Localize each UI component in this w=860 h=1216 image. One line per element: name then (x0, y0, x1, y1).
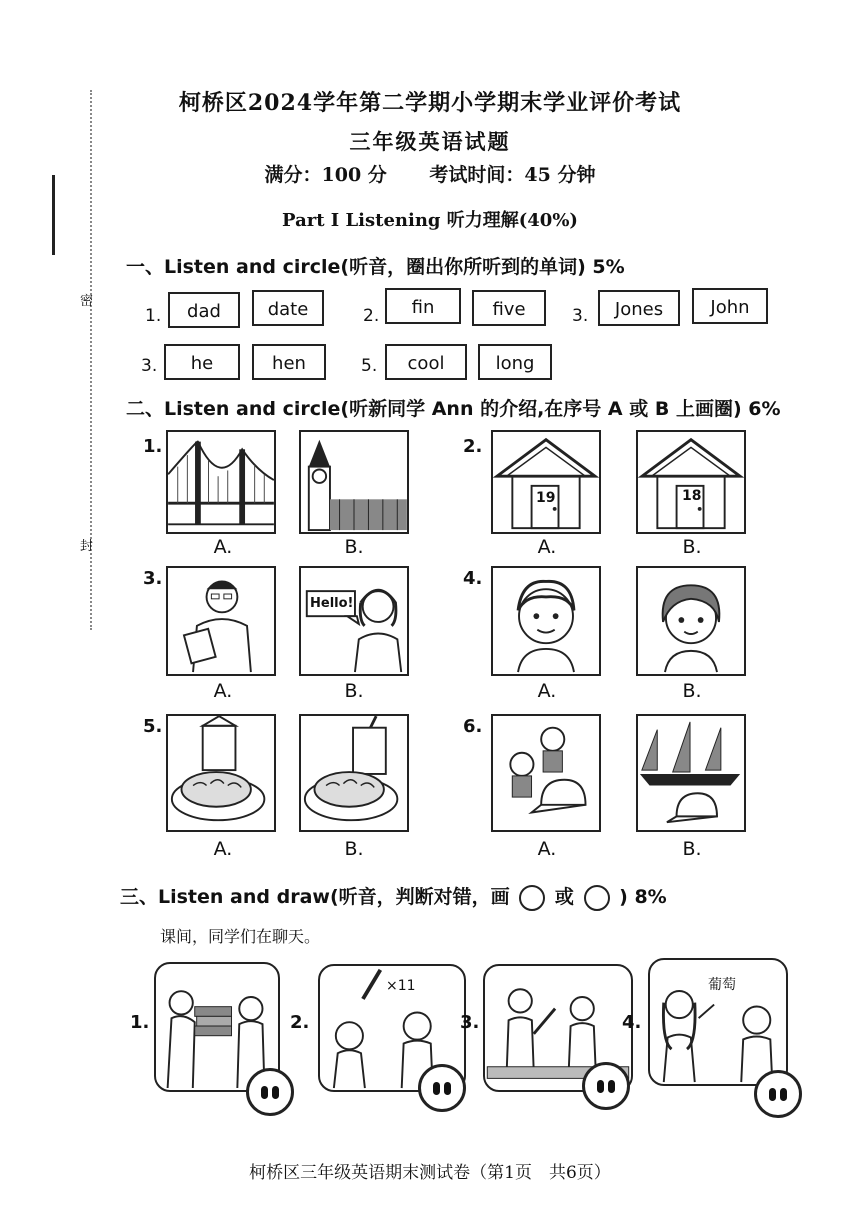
part-heading: Part I Listening 听力理解(40%) (282, 210, 578, 231)
full-score: 满分：100 分 (264, 164, 387, 186)
house-19-picture[interactable] (491, 430, 601, 534)
pencil-count-caption: ×11 (386, 978, 416, 994)
exam-meta (0, 160, 860, 187)
s1-item4-word-a[interactable]: he (164, 344, 240, 380)
section2-heading: 二、Listen and circle(听新同学 Ann 的介绍,在序号 A 或 B 上画圈) 6% (126, 398, 781, 420)
s3-q1-num: 1. (130, 1012, 150, 1033)
exam-time: 考试时间：45 分钟 (429, 164, 596, 186)
section3-heading-post: ) 8% (619, 886, 667, 908)
s2-q5-label-a[interactable]: A. (213, 838, 233, 860)
house-18-picture[interactable] (636, 430, 746, 534)
s3-q2-num: 2. (290, 1012, 310, 1033)
answer-face-1[interactable] (246, 1068, 294, 1116)
s1-item4-word-b[interactable]: hen (252, 344, 326, 380)
s1-item2-word-a[interactable]: fin (385, 288, 461, 324)
bread-milk-picture[interactable] (166, 714, 276, 832)
house-number-a: 19 (536, 490, 556, 506)
boy-face-icon (493, 568, 599, 674)
house-icon (493, 432, 599, 532)
s1-item3-word-a[interactable]: Jones (598, 290, 680, 326)
speech-bubble-text: Hello! (310, 596, 354, 611)
dolls-cap-icon (493, 716, 599, 830)
s2-q2-num: 2. (463, 436, 483, 457)
s2-q3-label-a[interactable]: A. (213, 680, 233, 702)
dolls-cap-picture[interactable] (491, 714, 601, 832)
margin-char-seal: 密 (80, 294, 94, 309)
girl-speaking-icon (301, 568, 407, 674)
s1-item1-num: 1. (145, 306, 162, 326)
s1-item3-word-b[interactable]: John (692, 288, 768, 324)
page-footer: 柯桥区三年级英语期末测试卷（第1页 共6页） (249, 1163, 611, 1183)
section1-heading: 一、Listen and circle(听音，圈出你所听到的单词) 5% (126, 256, 625, 278)
s2-q6-label-b[interactable]: B. (682, 838, 702, 860)
s1-item5-num: 5. (361, 356, 378, 376)
s2-q4-label-a[interactable]: A. (537, 680, 557, 702)
bread-juice-icon (301, 716, 407, 830)
boats-cap-picture[interactable] (636, 714, 746, 832)
section3-heading-pre: 三、Listen and draw(听音，判断对错，画 (120, 886, 510, 908)
section3-heading (120, 882, 667, 911)
house-number-b: 18 (682, 488, 702, 504)
s2-q6-label-a[interactable]: A. (537, 838, 557, 860)
s1-item5-word-a[interactable]: cool (385, 344, 467, 380)
s2-q2-label-a[interactable]: A. (537, 536, 557, 558)
s2-q1-label-b[interactable]: B. (344, 536, 364, 558)
bridge-icon (168, 432, 274, 532)
s1-item4-num: 3. (141, 356, 158, 376)
house-icon (638, 432, 744, 532)
answer-face-2[interactable] (418, 1064, 466, 1112)
s2-q3-label-b[interactable]: B. (344, 680, 364, 702)
girl-short-hair-picture[interactable] (636, 566, 746, 676)
section3-heading-or: 或 (554, 886, 574, 908)
section3-intro: 课间，同学们在聊天。 (160, 927, 321, 946)
s2-q1-label-a[interactable]: A. (213, 536, 233, 558)
girl-hello-picture[interactable] (299, 566, 409, 676)
bridge-picture[interactable] (166, 430, 276, 534)
s1-item3-num: 3. (572, 306, 589, 326)
answer-face-4[interactable] (754, 1070, 802, 1118)
s1-item5-word-b[interactable]: long (478, 344, 552, 380)
clock-tower-icon (301, 432, 407, 532)
s1-item1-word-a[interactable]: dad (168, 292, 240, 328)
s2-q5-num: 5. (143, 716, 163, 737)
s2-q4-label-b[interactable]: B. (682, 680, 702, 702)
s2-q6-num: 6. (463, 716, 483, 737)
exam-title: 柯桥区2024学年第二学期小学期末学业评价考试 (178, 90, 682, 116)
s2-q5-label-b[interactable]: B. (344, 838, 364, 860)
s1-item2-num: 2. (363, 306, 380, 326)
s2-q3-num: 3. (143, 568, 163, 589)
margin-char-close: 封 (80, 539, 94, 554)
s3-q3-num: 3. (460, 1012, 480, 1033)
answer-face-3[interactable] (582, 1062, 630, 1110)
s3-q4-num: 4. (622, 1012, 642, 1033)
bread-juice-picture[interactable] (299, 714, 409, 832)
bread-milk-icon (168, 716, 274, 830)
s1-item2-word-b[interactable]: five (472, 290, 546, 326)
boy-curly-hair-picture[interactable] (491, 566, 601, 676)
frown-face-icon (584, 885, 610, 911)
big-ben-picture[interactable] (299, 430, 409, 534)
girl-face-icon (638, 568, 744, 674)
grapes-caption: 葡萄 (708, 977, 736, 993)
s2-q2-label-b[interactable]: B. (682, 536, 702, 558)
doctor-icon (168, 568, 274, 674)
s2-q4-num: 4. (463, 568, 483, 589)
smile-face-icon (519, 885, 545, 911)
boats-cap-icon (638, 716, 744, 830)
s1-item1-word-b[interactable]: date (252, 290, 324, 326)
s2-q1-num: 1. (143, 436, 163, 457)
doctor-picture[interactable] (166, 566, 276, 676)
exam-subtitle: 三年级英语试题 (349, 129, 511, 154)
